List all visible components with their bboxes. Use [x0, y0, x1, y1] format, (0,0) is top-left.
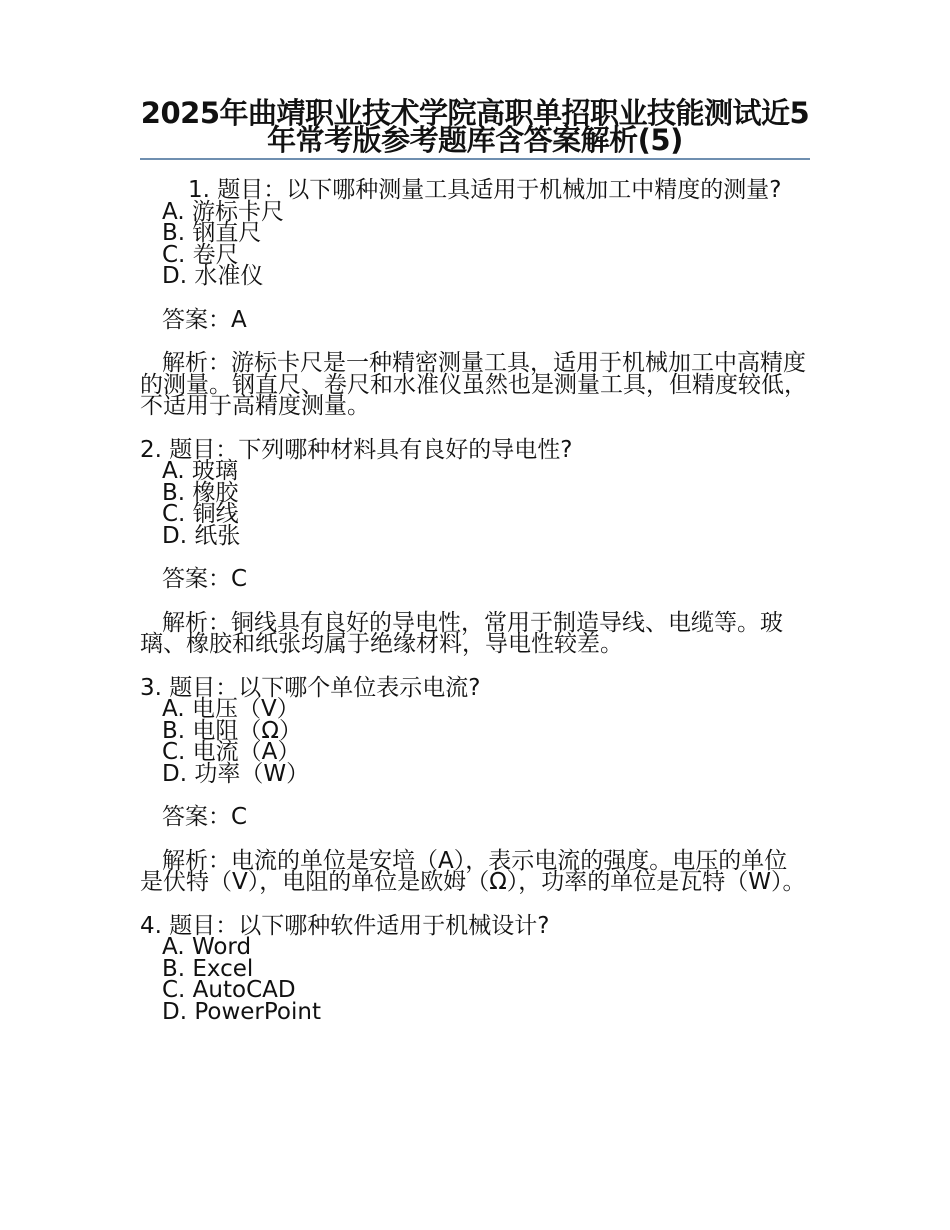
- options-list: [140, 458, 810, 549]
- option-c: C. 卷尺: [162, 241, 239, 268]
- option-a: A. 游标卡尺: [162, 198, 284, 225]
- option-b: B. 橡胶: [162, 479, 239, 506]
- options-list: [140, 198, 810, 289]
- option-b: B. 电阻（Ω）: [162, 717, 302, 744]
- analysis-text: 解析：铜线具有良好的导电性，常用于制造导线、电缆等。玻璃、橡胶和纸张均属于绝缘材料，导电性较差。: [140, 609, 783, 657]
- option-a: A. 玻璃: [162, 458, 238, 484]
- option-d: D. PowerPoint: [162, 998, 321, 1025]
- document-page: [140, 96, 810, 1045]
- option-d: D. 水准仪: [162, 263, 264, 289]
- analysis-text: 解析：电流的单位是安培（A），表示电流的强度。电压的单位是伏特（V），电阻的单位是欧姆（Ω），功率的单位是瓦特（W）。: [140, 847, 806, 895]
- option-c: C. 铜线: [162, 501, 239, 527]
- document-title: 2025年曲靖职业技术学院高职单招职业技能测试近5年常考版参考题库含答案解析(5): [140, 96, 810, 157]
- question-text: 3. 题目：以下哪个单位表示电流?: [140, 674, 481, 701]
- question-item-3: [140, 674, 810, 895]
- option-d: D. 功率（W）: [162, 760, 310, 787]
- option-b: B. 钢直尺: [162, 220, 262, 246]
- analysis-text: 解析：游标卡尺是一种精密测量工具，适用于机械加工中高精度的测量。钢直尺、卷尺和水准仪虽然也是测量工具，但精度较低，不适用于高精度测量。: [140, 350, 807, 419]
- question-text: 4. 题目：以下哪种软件适用于机械设计?: [140, 912, 550, 939]
- answer-text: 答案：A: [162, 306, 247, 333]
- question-text: 1. 题目：以下哪种测量工具适用于机械加工中精度的测量?: [188, 177, 782, 203]
- question-item-2: [140, 436, 810, 657]
- options-list: [140, 696, 810, 787]
- option-a: A. Word: [162, 934, 252, 960]
- question-list: [140, 177, 810, 1025]
- options-list: [140, 934, 810, 1025]
- option-a: A. 电压（V）: [162, 696, 300, 722]
- answer-text: 答案：C: [162, 804, 248, 830]
- question-item-4: [140, 912, 810, 1025]
- question-text: 2. 题目：下列哪种材料具有良好的导电性?: [140, 436, 573, 463]
- option-c: C. AutoCAD: [162, 977, 296, 1003]
- option-d: D. 纸张: [162, 522, 241, 549]
- title-divider: [140, 158, 810, 160]
- option-c: C. 电流（A）: [162, 739, 301, 765]
- option-b: B. Excel: [162, 955, 254, 982]
- answer-text: 答案：C: [162, 566, 248, 592]
- question-item-1: [140, 177, 810, 419]
